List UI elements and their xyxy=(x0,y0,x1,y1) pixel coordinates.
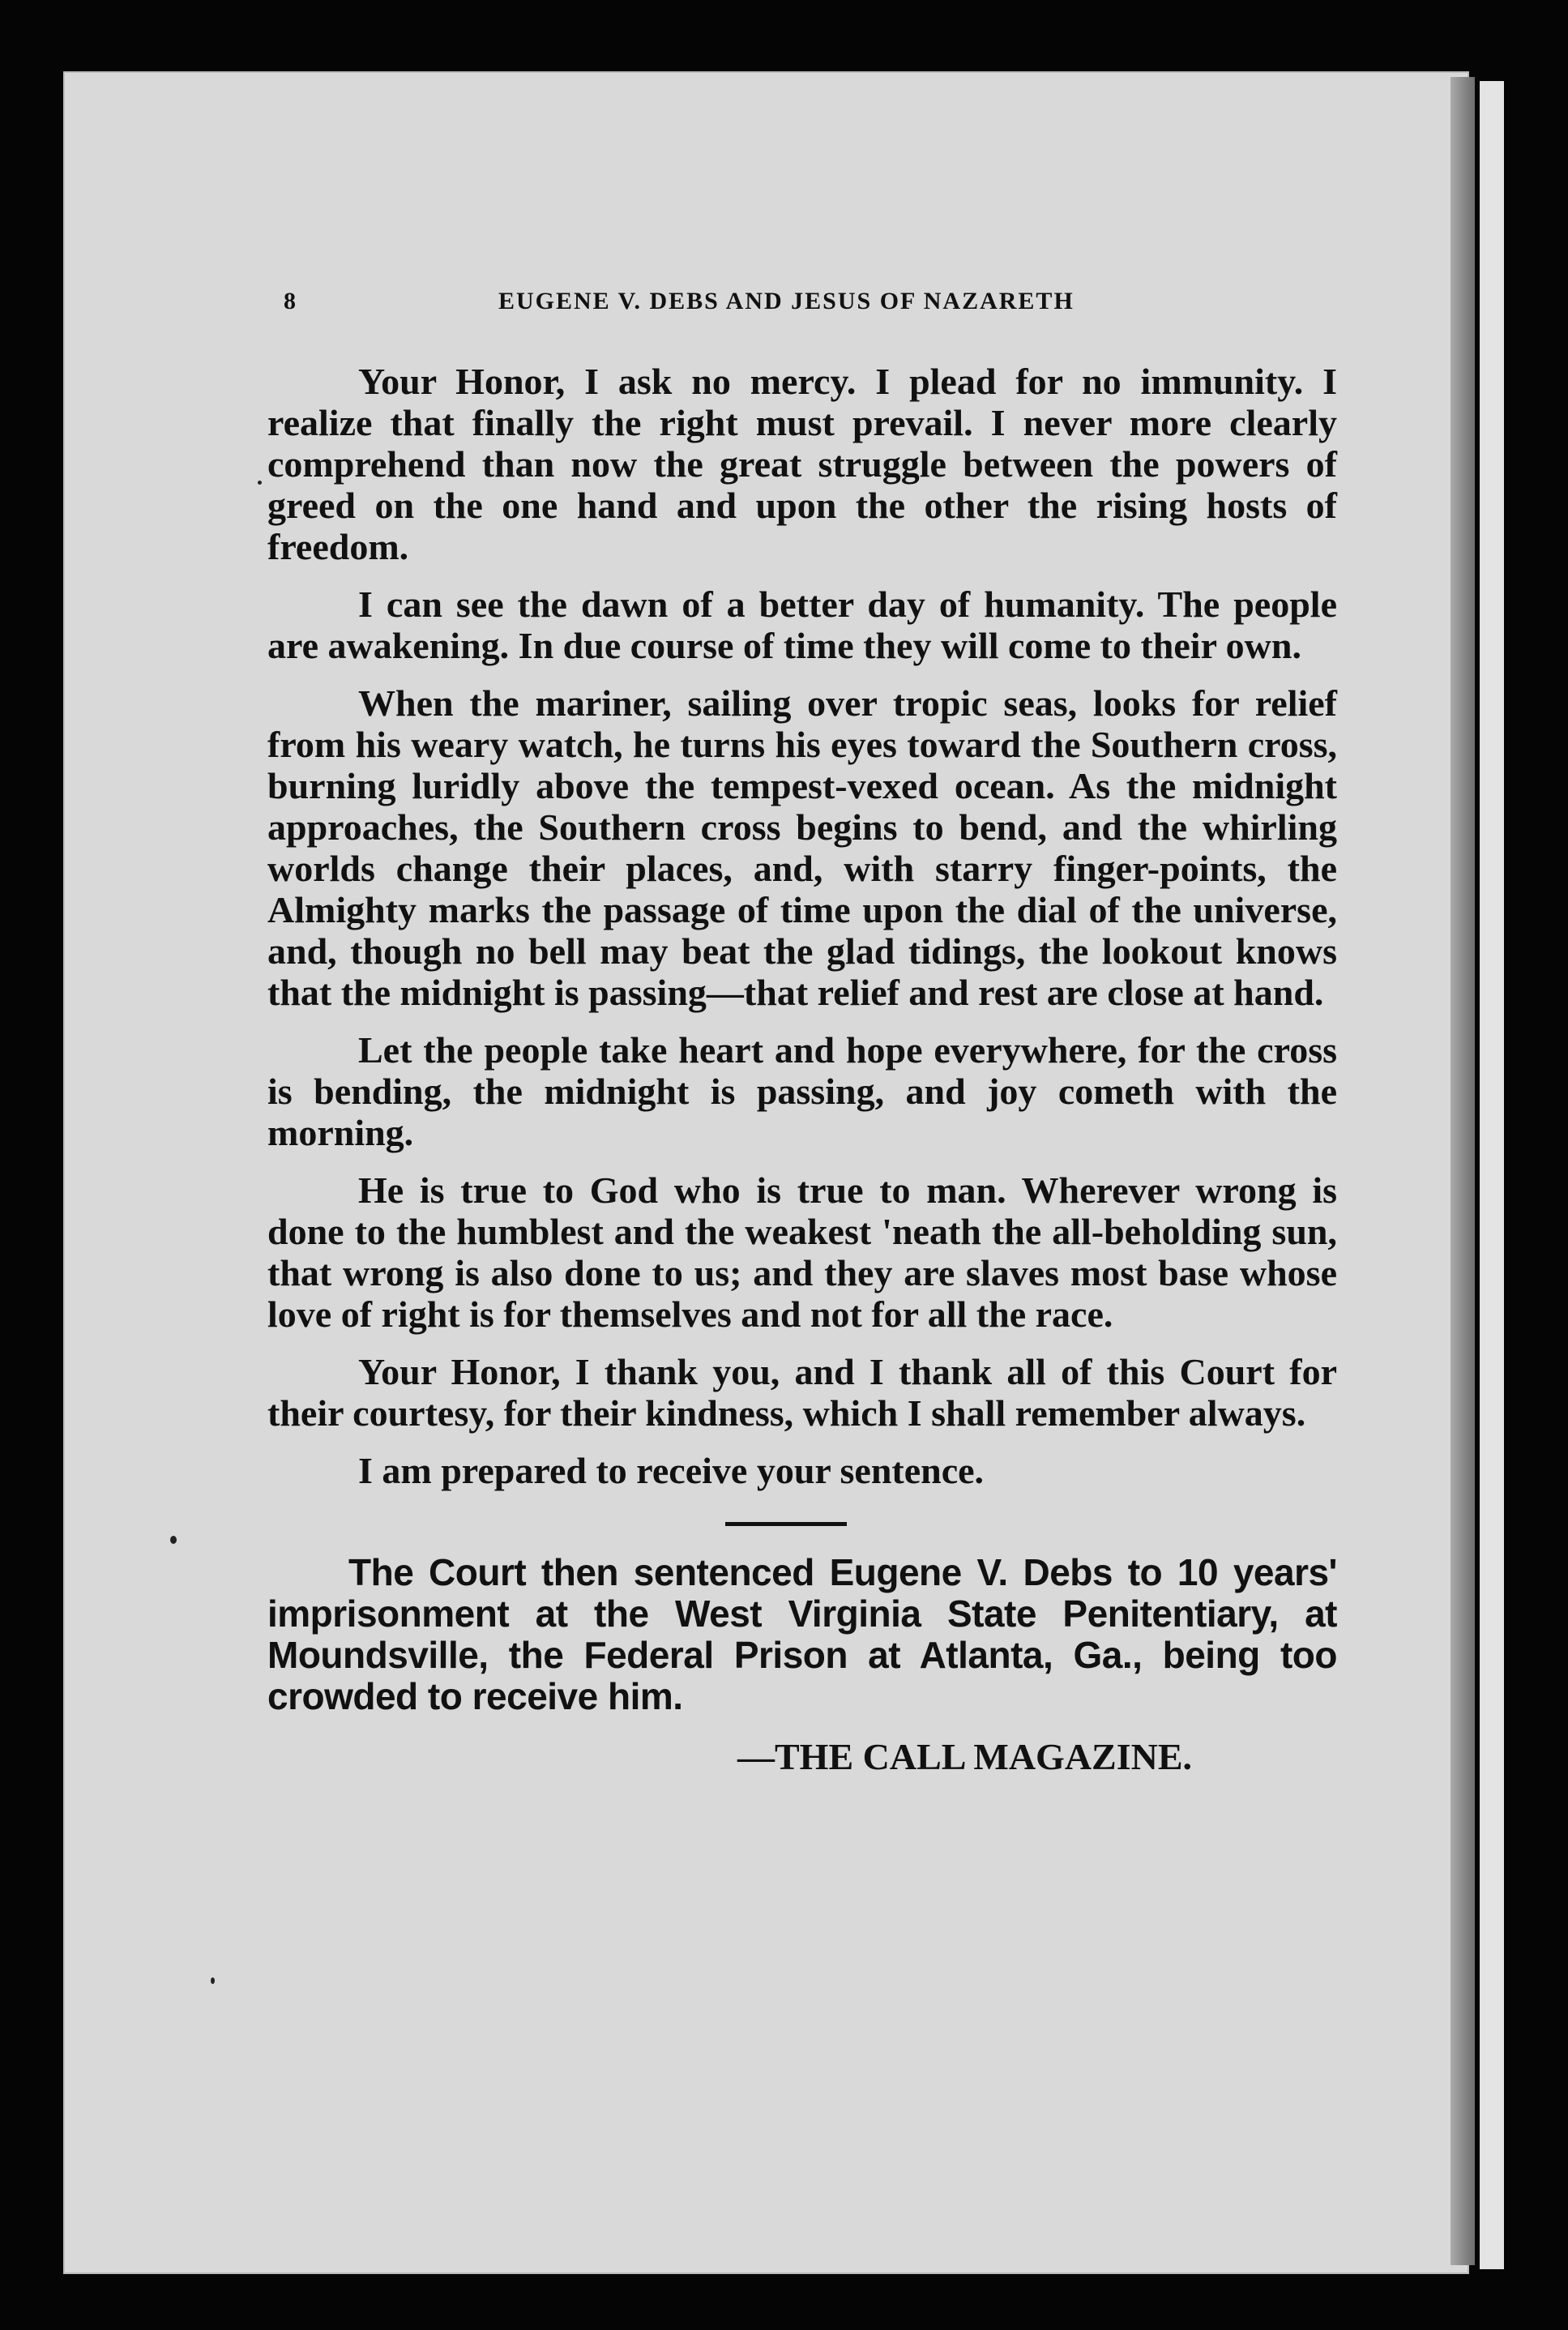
attribution: —THE CALL MAGAZINE. xyxy=(737,1736,1193,1777)
body-text xyxy=(267,361,1337,1491)
scan-speck xyxy=(258,481,262,485)
running-head xyxy=(267,288,1337,336)
paragraph: I am prepared to receive your sentence. xyxy=(358,1450,985,1491)
scan-speck xyxy=(211,1977,215,1984)
paragraph: He is true to God who is true to man. Wherever wrong is done to the humblest and the weakest 'neath the all-beholding sun, that wrong is also done to us; and they are slaves most base whose love of right is for themselves and not for all the race. xyxy=(267,1169,1337,1335)
section-divider xyxy=(725,1522,847,1526)
paragraph: When the mariner, sailing over tropic seas, looks for relief from his weary watch, he turns his eyes toward the Southern cross, burning luridly above the tempest-vexed ocean. As the midnight approaches, the Southern cross begins to bend, and the whirling worlds change their places, and, with starry finger-points, the Almighty marks the passage of time upon the dial of the universe, and, though no bell may beat the glad tidings, the lookout knows that the midnight is passing—that relief and rest are close at hand. xyxy=(267,682,1337,1013)
scan-speck xyxy=(170,1536,177,1544)
next-page-edge xyxy=(1480,81,1504,2269)
page-gutter-shadow xyxy=(1451,77,1475,2265)
page-content xyxy=(267,288,1337,1778)
paragraph: I can see the dawn of a better day of humanity. The people are awakening. In due course of time they will come to their own. xyxy=(267,584,1337,666)
page-number: 8 xyxy=(284,288,297,314)
running-title: EUGENE V. DEBS AND JESUS OF NAZARETH xyxy=(498,288,1075,314)
paragraph: Your Honor, I thank you, and I thank all of this Court for their courtesy, for their kindness, which I shall remember always. xyxy=(267,1351,1337,1434)
paragraph: Your Honor, I ask no mercy. I plead for no immunity. I realize that finally the right must prevail. I never more clearly comprehend than now the great struggle between the powers of greed on the one hand and upon the other the rising hosts of freedom. xyxy=(267,361,1337,567)
paragraph: Let the people take heart and hope everywhere, for the cross is bending, the midnight is passing, and joy cometh with the morning. xyxy=(267,1029,1337,1153)
sentence-note: The Court then sentenced Eugene V. Debs to 10 years' imprisonment at the West Virginia State Penitentiary, at Moundsville, the Federal Prison at Atlanta, Ga., being too crowded to receive him. xyxy=(267,1551,1337,1717)
